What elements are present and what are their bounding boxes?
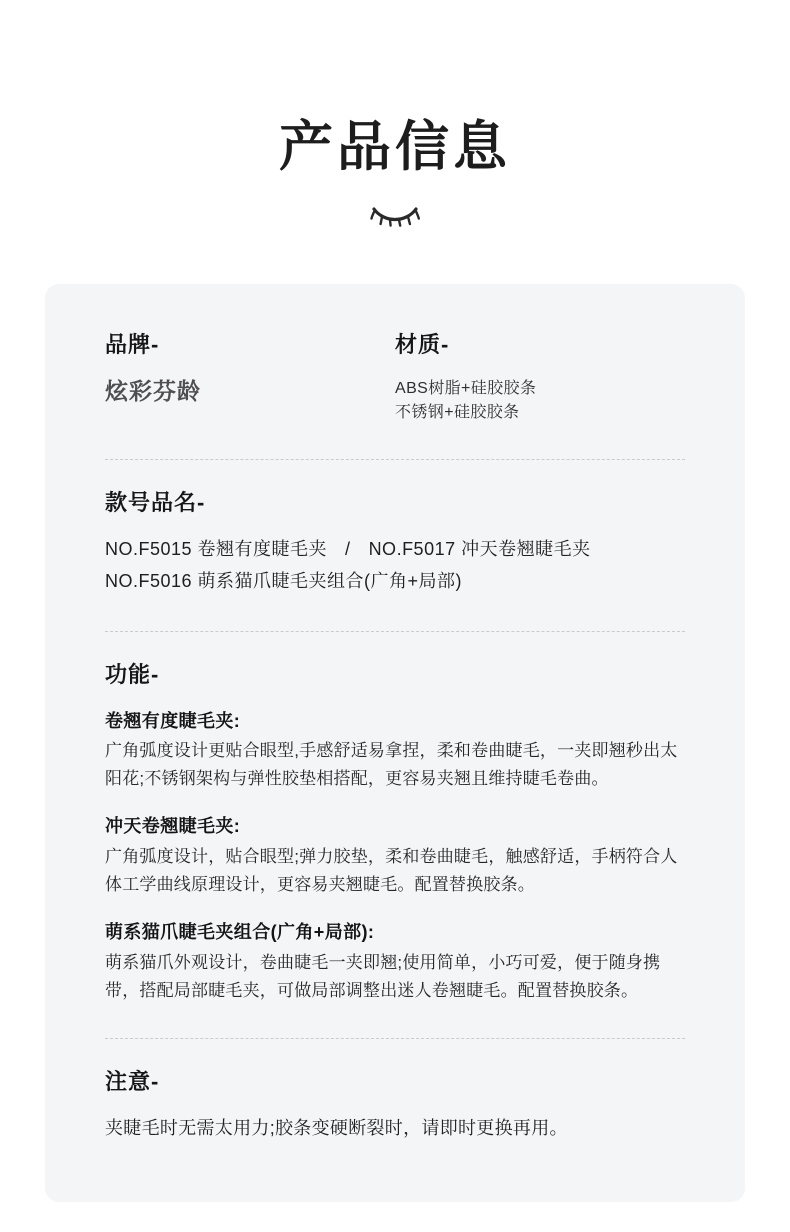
function-item: [105, 707, 685, 793]
function-item: [105, 918, 685, 1004]
function-item-desc: 广角弧度设计，贴合眼型;弹力胶垫，柔和卷曲睫毛，触感舒适，手柄符合人体工学曲线原理设计，更容易夹翘睫毛。配置替换胶条。: [105, 847, 678, 894]
model-separator: /: [345, 539, 351, 560]
page-title: 产品信息: [279, 117, 511, 177]
notice-block: [105, 1069, 685, 1142]
material-line: ABS树脂+硅胶胶条: [395, 379, 537, 397]
function-item-name: 萌系猫爪睫毛夹组合(广角+局部):: [105, 922, 375, 943]
function-item: [105, 812, 685, 898]
model-line-1: [105, 534, 685, 566]
material-label: 材质-: [395, 332, 450, 358]
model-block: [105, 490, 685, 597]
brand-material-row: [105, 332, 685, 424]
divider: [105, 631, 685, 632]
brand-value: 炫彩芬龄: [105, 377, 201, 404]
function-label: 功能-: [105, 662, 160, 688]
divider: [105, 459, 685, 460]
material-line: 不锈钢+硅胶胶条: [395, 403, 520, 421]
model-name-f5015: NO.F5015 卷翘有度睫毛夹: [105, 539, 328, 560]
material-block: [395, 332, 685, 424]
brand-label: 品牌-: [105, 332, 160, 358]
model-line-2: NO.F5016 萌系猫爪睫毛夹组合(广角+局部): [105, 570, 463, 591]
page-header: [0, 0, 790, 229]
function-item-desc: 广角弧度设计更贴合眼型,手感舒适易拿捏，柔和卷曲睫毛，一夹即翘秒出太阳花;不锈钢架构与弹性胶垫相搭配，更容易夹翘且维持睫毛卷曲。: [105, 741, 678, 788]
model-lines: [105, 534, 685, 597]
product-info-card: [45, 284, 745, 1202]
model-name-f5017: NO.F5017 冲天卷翘睫毛夹: [368, 539, 591, 560]
divider: [105, 1038, 685, 1039]
function-item-desc: 萌系猫爪外观设计，卷曲睫毛一夹即翘;使用简单，小巧可爱，便于随身携带，搭配局部睫毛夹，可做局部调整出迷人卷翘睫毛。配置替换胶条。: [105, 953, 661, 1000]
model-label: 款号品名-: [105, 489, 206, 515]
function-item-name: 冲天卷翘睫毛夹:: [105, 816, 241, 837]
brand-block: [105, 332, 395, 406]
function-item-name: 卷翘有度睫毛夹:: [105, 710, 241, 731]
material-lines: [395, 377, 685, 425]
notice-label: 注意-: [105, 1069, 160, 1095]
function-block: [105, 662, 685, 1004]
notice-text: 夹睫毛时无需太用力;胶条变硬断裂时，请即时更换再用。: [105, 1117, 568, 1138]
eyelash-icon: [368, 203, 422, 229]
